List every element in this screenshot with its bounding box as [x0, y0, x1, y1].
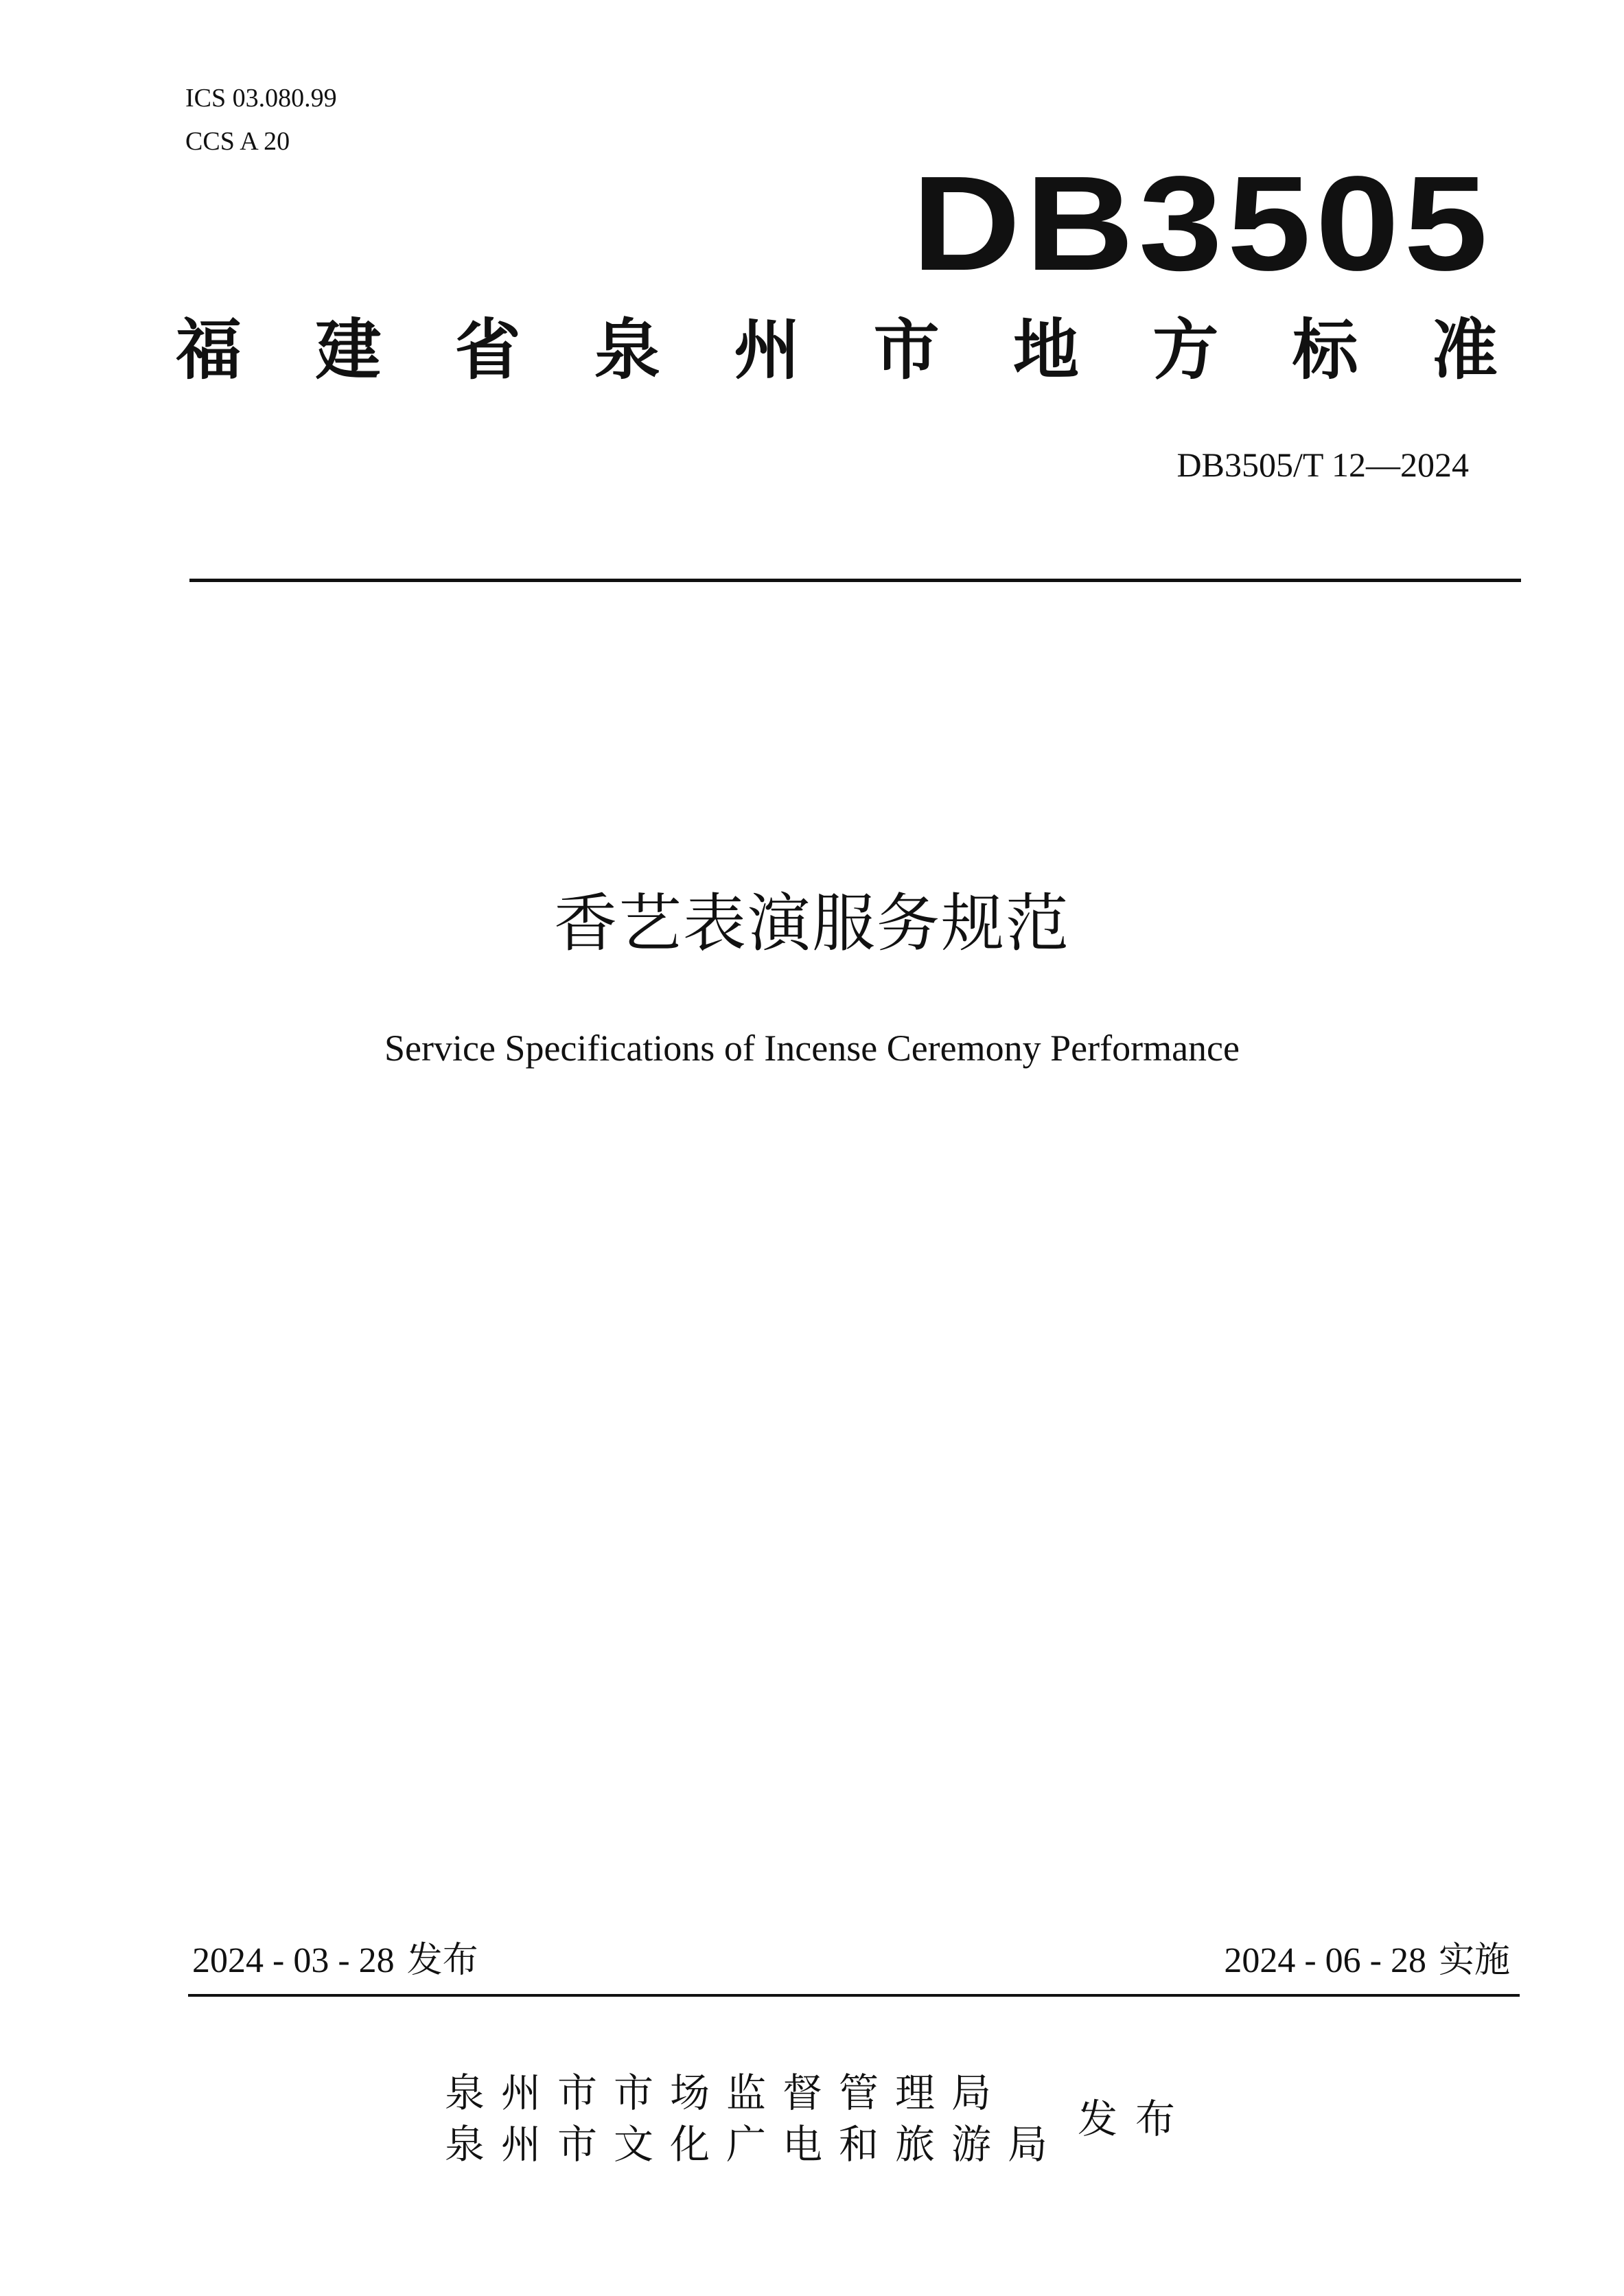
title-char: 建 [315, 312, 382, 389]
document-title-en: Service Specifications of Incense Ceremony Performance [384, 1028, 1240, 1069]
publisher-2: 泉州市文化广电和旅游局 [445, 2121, 1065, 2168]
issue-date-value: 2024 - 03 - 28 [192, 1941, 395, 1980]
title-char: 州 [734, 312, 800, 389]
implementation-label: 实施 [1438, 1940, 1510, 1981]
top-divider [189, 579, 1521, 582]
title-char: 福 [176, 312, 242, 389]
bottom-divider [188, 1994, 1520, 1997]
title-char: 标 [1292, 312, 1358, 389]
standard-type-title [176, 312, 1498, 389]
title-char: 泉 [594, 312, 660, 389]
db-standard-logo: DB3505 [912, 148, 1492, 299]
implementation-date-value: 2024 - 06 - 28 [1224, 1941, 1426, 1980]
ccs-code: CCS A 20 [185, 127, 290, 156]
ics-code: ICS 03.080.99 [185, 84, 337, 113]
publisher-1: 泉州市市场监督管理局 [445, 2069, 1008, 2116]
issue-label: 发布 [406, 1940, 478, 1981]
issue-date [192, 1940, 478, 1981]
title-char: 省 [454, 312, 521, 389]
implementation-date [1224, 1940, 1510, 1981]
publish-label: 发布 [1078, 2096, 1194, 2142]
title-char: 市 [873, 312, 940, 389]
standard-number: DB3505/T 12—2024 [1176, 445, 1469, 484]
title-char: 准 [1431, 312, 1498, 389]
title-char: 方 [1152, 312, 1219, 389]
title-char: 地 [1012, 312, 1079, 389]
document-title-cn: 香艺表演服务规范 [553, 887, 1070, 960]
